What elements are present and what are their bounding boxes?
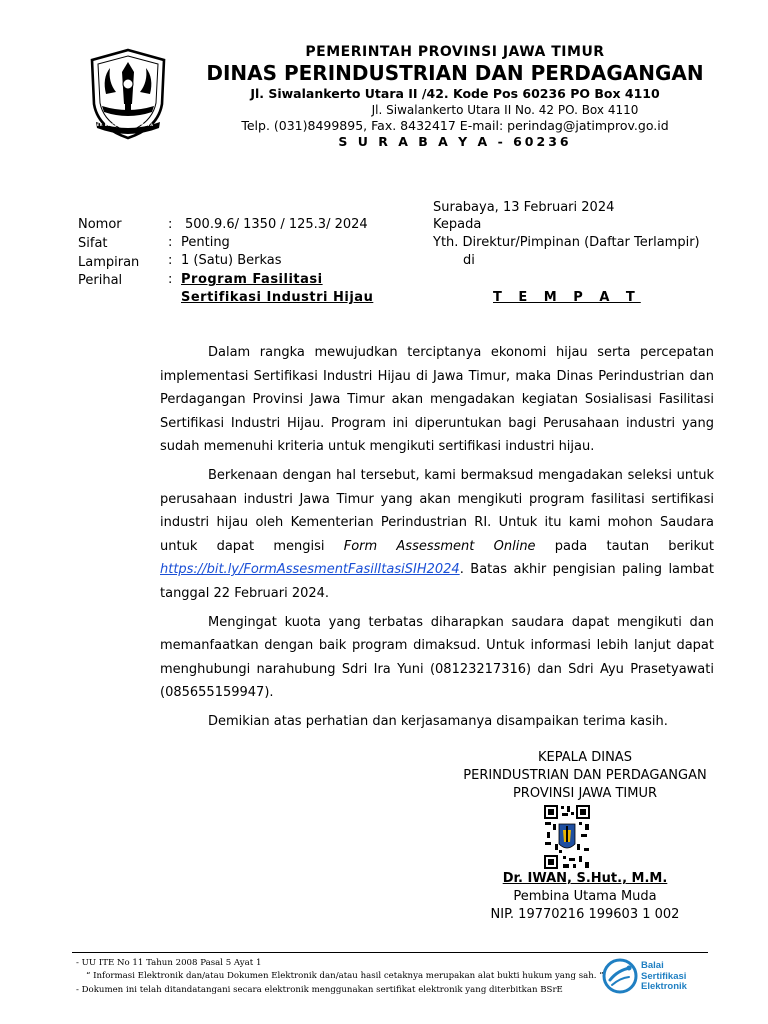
city-line: S U R A B A Y A - 60236 xyxy=(338,134,572,149)
letter-date: Surabaya, 13 Februari 2024 xyxy=(433,200,615,215)
paragraph-2-part-b: pada tautan berikut xyxy=(535,538,714,554)
footer-divider xyxy=(72,952,708,953)
nomor-value: 500.9.6/ 1350 / 125.3/ 2024 xyxy=(185,217,368,232)
signature-title-3: PROVINSI JAWA TIMUR xyxy=(512,786,658,801)
perihal-colon: : xyxy=(168,272,173,287)
signature-title-2: PERINDUSTRIAN DAN PERDAGANGAN xyxy=(463,768,707,783)
paragraph-1: Dalam rangka mewujudkan terciptanya ekonomi hijau serta percepatan implementasi Sertifikasi Industri Hijau di Jawa Timur, maka Dinas Perindustrian dan Perdagangan Provinsi Jawa Timur akan mengadakan kegiatan Sosialisasi Fasilitasi Sertifikasi Industri Hijau. Program ini diperuntukan bagi Perusahaan industri yang sudah memenuhi kriteria untuk mengikuti sertifikasi industri hijau. xyxy=(160,345,714,455)
recipient: Yth. Direktur/Pimpinan (Daftar Terlampir) xyxy=(433,235,700,250)
qr-code-icon xyxy=(543,804,591,870)
agency-name: DINAS PERINDUSTRIAN DAN PERDAGANGAN xyxy=(206,61,704,85)
bsre-line-2: Sertifikasi xyxy=(641,970,687,982)
signatory-name: Dr. IWAN, S.Hut., M.M. xyxy=(502,871,668,886)
paragraph-3: Mengingat kuota yang terbatas diharapkan saudara dapat mengikuti dan memanfaatkan dengan baik program dimaksud. Untuk informasi lebih lanjut dapat menghubungi narahubung Sdri Ira Yuni (08123217316) dan Sdri Ayu Prasetyawati (085655159947). xyxy=(160,614,714,701)
paragraph-2 xyxy=(160,464,714,606)
lampiran-colon: : xyxy=(168,253,173,268)
nomor-label: Nomor xyxy=(78,217,122,232)
perihal-line2: Sertifikasi Industri Hijau xyxy=(181,290,374,305)
form-name: Form Assessment Online xyxy=(343,538,536,554)
government-name: PEMERINTAH PROVINSI JAWA TIMUR xyxy=(305,44,605,60)
signatory-nip: NIP. 19770216 199603 1 002 xyxy=(490,907,680,922)
di-label: di xyxy=(463,253,475,268)
footer-law-reference: - UU ITE No 11 Tahun 2008 Pasal 5 Ayat 1 xyxy=(76,958,262,968)
crest-motto: JER BASUKI MAWA BEYA xyxy=(95,123,154,127)
bsre-line-1: Balai xyxy=(641,960,664,971)
bsre-icon xyxy=(602,958,638,994)
perihal-label: Perihal xyxy=(78,273,123,288)
nomor-colon: : xyxy=(168,217,173,232)
paragraph-2-part-c: . Batas akhir pengisian paling lambat tanggal 22 Februari 2024. xyxy=(160,562,714,601)
bsre-logo xyxy=(602,958,712,998)
paragraph-2-part-a: Berkenaan dengan hal tersebut, kami bermaksud mengadakan seleksi untuk perusahaan industri Jawa Timur yang akan mengikuti program fasilitasi sertifikasi industri hijau oleh Kementerian Perindustrian RI. Untuk itu kami mohon Saudara untuk dapat mengisi xyxy=(160,467,714,554)
signature-title-1: KEPALA DINAS xyxy=(538,750,632,765)
contact-line: Telp. (031)8499895, Fax. 8432417 E-mail: perindag@jatimprov.go.id xyxy=(241,118,669,133)
sifat-label: Sifat xyxy=(78,236,108,251)
bsre-line-3: Elektronik xyxy=(641,981,687,992)
tempat-label: T E M P A T xyxy=(493,290,641,305)
footer-law-quote: “ Informasi Elektronik dan/atau Dokumen Elektronik dan/atau hasil cetaknya merupakan alat bukti hukum yang sah. ” xyxy=(86,971,604,981)
sifat-colon: : xyxy=(168,235,173,250)
footer-esign-note: - Dokumen ini telah ditandatangani secara elektronik menggunakan sertifikat elektronik yang diterbitkan BSrE xyxy=(76,985,563,995)
address-line: Jl. Siwalankerto Utara II No. 42 PO. Box 4110 xyxy=(371,103,639,117)
kepada-label: Kepada xyxy=(433,217,482,232)
address-line-bold: Jl. Siwalankerto Utara II /42. Kode Pos 60236 PO Box 4110 xyxy=(250,86,660,101)
paragraph-4: Demikian atas perhatian dan kerjasamanya disampaikan terima kasih. xyxy=(208,713,668,729)
lampiran-value: 1 (Satu) Berkas xyxy=(181,253,282,268)
signatory-rank: Pembina Utama Muda xyxy=(513,889,657,904)
perihal-line1: Program Fasilitasi xyxy=(181,272,323,287)
bsre-name xyxy=(641,961,687,993)
sifat-value: Penting xyxy=(181,235,230,250)
east-java-crest-icon xyxy=(88,48,168,140)
letter-body xyxy=(160,341,714,739)
form-link[interactable]: https://bit.ly/FormAssesmentFasilItasiSIH2024 xyxy=(160,562,460,578)
lampiran-label: Lampiran xyxy=(78,255,140,270)
